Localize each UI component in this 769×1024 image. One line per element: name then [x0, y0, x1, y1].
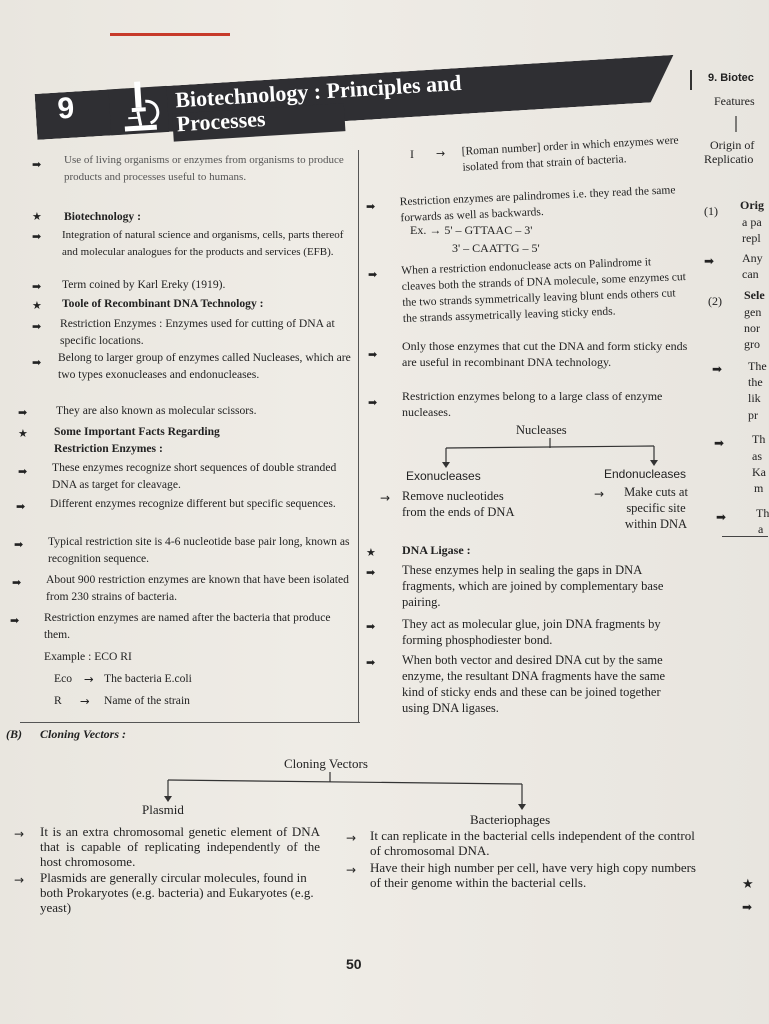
- plasmid-label: Plasmid: [142, 802, 184, 817]
- right-page-header: 9. Biotec: [708, 72, 754, 84]
- ligase-p1: These enzymes help in sealing the gaps in DNA fragments, which are joined by complementary base pairing.: [402, 563, 664, 609]
- right-page-origin: Origin of: [710, 138, 755, 152]
- bacteriophages-label: Bacteriophages: [470, 812, 551, 827]
- nucleases-root: Nucleases: [516, 423, 567, 437]
- exonucleases-label: Exonucleases: [406, 469, 481, 483]
- facts-heading-2: Restriction Enzymes :: [54, 442, 163, 455]
- endonuclease-text: When a restriction endonuclease acts on Palindrome it cleaves both the strands of DNA molecule, some enzymes cut the two strands symmetrically leaving blunt ends others cut the strands assymetrically leaving sticky ends.: [401, 256, 687, 325]
- left-p9: Typical restriction site is 4-6 nucleotide base pair long, known as recognition sequence.: [48, 535, 350, 565]
- right-page-replication: Replicatio: [704, 152, 754, 166]
- right-page-features: Features: [714, 94, 755, 108]
- biotech-heading: Biotechnology :: [64, 210, 141, 223]
- textbook-page: 9 Biotechnology : Principles and Processes 9. Biotec Features Origin of Replicatio (1) Orig a pa repl ➡ Any can (2) Sele gen nor gro ➡ The the lik pr ➡ Th as Ka m ➡ Th a ★ ➡ ➡ Use of living organisms or enzymes from organisms to produce products and processes useful to humans. ★ Biotechnology : ➡ Integration of natural science and organisms, cells, parts thereof and molecular analogues for the products and services (EFB). ➡ Term coined by Karl Ereky (1919). ★ Toole of Recombinant DNA Technology : ➡ Restriction Enzymes : Enzymes used for cutting of DNA at specific locations. ➡ Belong to larger group of enzymes called Nucleases, which are two types exonucleases and endonucleases. ➡ They are also known as molecular scissors. ★ Some Important Facts Regarding Restriction Enzymes : ➡ These enzymes recognize short sequences of double stranded DNA as target for cleavage. ➡ Different enzymes recognize different but specific sequences. ➡ Typical restriction site is 4-6 nucleotide base pair long, known as recognition sequence. ➡ About 900 restriction enzymes are known that have been isolated from 230 strains of bacteria. ➡ Restriction enzymes are named after the bacteria that produce them. Example : ECO RI Eco → The bacteria E.coli R → Name of the strain I → [Roman number] order in which enzymes were isolated from that strain of bacteria. ➡ Restriction enzymes are palindromes i.e. they read the same forwards as well as backwards. Ex. → 5' – GTTAAC – 3' 3' – CAATTG – 5' ➡ When a restriction endonuclease acts on Palindrome it cleaves both the strands of DNA molecule, some enzymes cut the two strands symmetrically leaving blunt ends others cut the strands assymetrically leaving sticky ends. ➡ Only those enzymes that cut the DNA and form sticky ends are useful in recombinant DNA technology. ➡ Restriction enzymes belong to a large class of enzyme nucleases. Nucleases Exonucleases Endonucleases → Remove nucleotides from the ends of DNA → Make cuts at specific site within DNA ★ DNA Ligase : ➡ These enzymes help in sealing the gaps in DNA fragments, which are joined by complementary base pairing. ➡ They act as molecular glue, join DNA fragments by forming phosphodiester bond. ➡ When both vector and desired DNA cut by the same enzyme, the resultant DNA fragments have the same kind of sticky ends and these can be joined together using DNA ligases. (B) Cloning Vectors : Cloning Vectors Plasmid Bacteriophages → It is an extra chromosomal genetic element of DNA that is capable of replicating independently of the host chromosome. → Plasmids are generally circular molecules, found in both Prokaryotes (e.g. bacteria) and Eukaryotes (e.g. yeast) → It can replicate in the bacterial cells independent of the control of chromosomal DNA. → Have their high number per cell, have very high copy numbers of their genome within the bacterial cells. 50: [0, 0, 768, 1024]
- example-seq-2: 3' – CAATTG – 5': [452, 241, 540, 255]
- chapter-title-line1: Biotechnology : Principles and: [174, 69, 463, 113]
- ligase-p3: When both vector and desired DNA cut by the same enzyme, the resultant DNA fragments have the same kind of sticky ends and these can be joined together using DNA ligases.: [402, 653, 666, 715]
- left-p6: They are also known as molecular scissors.: [56, 404, 257, 417]
- ligase-p2: They act as molecular glue, join DNA fragments by forming phosphodiester bond.: [402, 617, 661, 647]
- endo-desc: Make cuts at specific site within DNA: [624, 485, 688, 531]
- left-p5: Belong to larger group of enzymes called Nucleases, which are two types exonucleases and endonucleases.: [58, 351, 351, 381]
- chapter-title-line2: Processes: [175, 105, 267, 137]
- example-seq-1: Ex. → 5' – GTTAAC – 3': [410, 223, 533, 237]
- roman-text: [Roman number] order in which enzymes were isolated from that strain of bacteria.: [461, 134, 679, 174]
- left-p2: Integration of natural science and organisms, cells, parts thereof and molecular analogues for the products and services (EFB).: [62, 229, 344, 258]
- left-p7: These enzymes recognize short sequences of double stranded DNA as target for cleavage.: [52, 461, 337, 491]
- plasmid-desc-2: Plasmids are generally circular molecules, found in both Prokaryotes (e.g. bacteria) and Eukaryotes (e.g. yeast): [40, 870, 314, 915]
- endonucleases-label: Endonucleases: [604, 467, 687, 481]
- cloning-root: Cloning Vectors: [284, 756, 368, 771]
- exo-desc: Remove nucleotides from the ends of DNA: [402, 489, 515, 519]
- tools-heading: Toole of Recombinant DNA Technology :: [62, 297, 264, 310]
- section-label: (B): [6, 727, 22, 741]
- left-p1: Use of living organisms or enzymes from organisms to produce products and processes useful to humans.: [64, 154, 344, 183]
- belong-text: Restriction enzymes belong to a large class of enzyme nucleases.: [402, 389, 663, 419]
- ligase-heading: DNA Ligase :: [402, 543, 471, 557]
- sticky-ends-text: Only those enzymes that cut the DNA and form sticky ends are useful in recombinant DNA technology.: [402, 339, 688, 369]
- left-p11: Restriction enzymes are named after the bacteria that produce them.: [44, 611, 331, 641]
- facts-heading-1: Some Important Facts Regarding: [54, 425, 220, 438]
- left-p4: Restriction Enzymes : Enzymes used for cutting of DNA at specific locations.: [60, 317, 335, 347]
- palindrome-text: Restriction enzymes are palindromes i.e. they read the same forwards as well as backwards.: [399, 184, 676, 225]
- section-title: Cloning Vectors :: [40, 727, 127, 741]
- left-p10: About 900 restriction enzymes are known that have been isolated from 230 strains of bacteria.: [46, 573, 349, 603]
- page-number: 50: [346, 956, 362, 972]
- plasmid-desc-1: It is an extra chromosomal genetic element of DNA that is capable of replicating independently of the host chromosome.: [40, 824, 320, 869]
- phage-desc-1: It can replicate in the bacterial cells independent of the control of chromosomal DNA.: [370, 828, 695, 858]
- phage-desc-2: Have their high number per cell, have very high copy numbers of their genome within the bacterial cells.: [370, 860, 696, 890]
- left-p3: Term coined by Karl Ereky (1919).: [62, 278, 226, 291]
- chapter-number: 9: [56, 91, 76, 126]
- example-line: Example : ECO RI: [44, 650, 132, 663]
- left-p8: Different enzymes recognize different but specific sequences.: [50, 497, 336, 510]
